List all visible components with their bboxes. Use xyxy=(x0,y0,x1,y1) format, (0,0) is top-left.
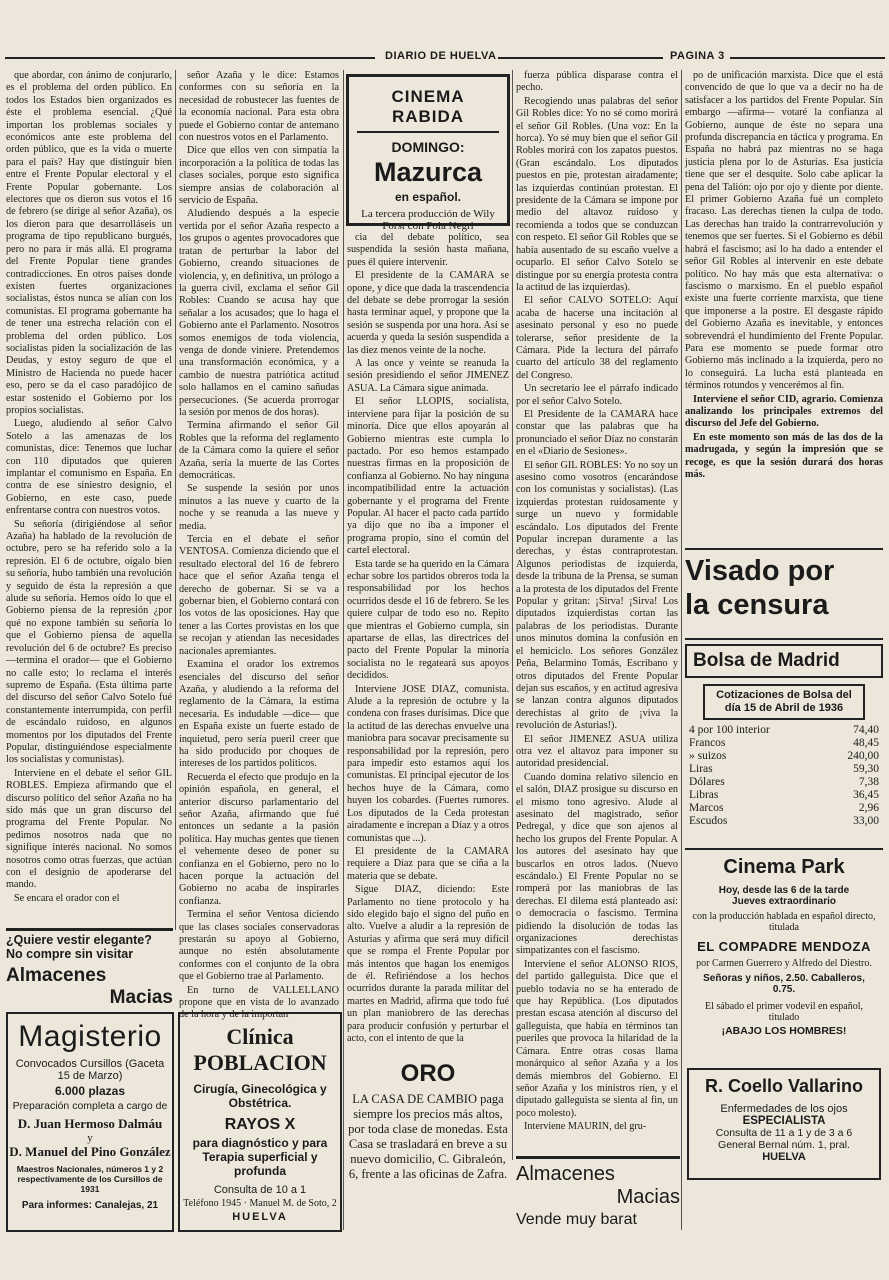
paragraph: Se suspende la sesión por unos minutos a las nueve y cuarto de la noche y se reanuda a las nueve y media. xyxy=(179,483,339,532)
quote-value: 7,38 xyxy=(858,776,879,788)
paragraph: El presidente de la CAMARA requiere a Díaz para que se ciña a la materia que se debate. xyxy=(347,845,509,882)
paragraph: Interviene en el debate el señor GIL ROBLES. Empieza afirmando que el discurso político del señor Azaña no ha sido más que un gran discurso del programa del Frente Popular. No pedimos nosotros nada que no signifique interés nacional. No somos nosotros como otras fuerzas, que actúan con el designio de apoderarse del mando. xyxy=(6,767,172,891)
paragraph: Sigue DIAZ, diciendo: Este Parlamento no tiene protocolo y ha sido elegido bajo el signo del puño en alto. Vuelve a aludir a la represión de Asturias y afirma que será muy difícil que se rompa el Frente Popular por más intentos que hagan los enemigos de él. Refiriéndose a los hechos ocurridos durante la parada militar del martes en Madrid, afirma que todo fué un plan maniobrero de las derechas para producir confusión y perturbar el acto, con el intento de que la xyxy=(347,884,509,1044)
paragraph: Se encara el orador con el xyxy=(14,892,120,904)
column-divider xyxy=(343,70,344,1230)
page-header xyxy=(0,50,889,66)
paragraph: cia del debate político, sea suspendida la sesión hasta mañana, pues él quiere intervenir. xyxy=(347,232,509,268)
cinema-intro: con la producción hablada en español directo, titulada xyxy=(692,911,876,933)
ticket-prices: Señoras y niños, 2.50. Caballeros, 0.75. xyxy=(703,973,865,995)
clinic-services: Cirugía, Ginecológica y Obstétrica. xyxy=(193,1082,327,1110)
quote-row xyxy=(689,737,879,750)
magisterio-ad xyxy=(6,1012,174,1232)
quote-value: 74,40 xyxy=(853,724,879,736)
film-title-2: ¡ABAJO LOS HOMBRES! xyxy=(721,1025,847,1037)
censorship-line-1: Visado por xyxy=(685,555,835,587)
ad-line-1: Convocados Cursillos (Gaceta 15 de Marzo) xyxy=(15,1058,165,1082)
paragraph: Esta tarde se ha querido en la Cámara echar sobre los partidos obreros toda la responsabilidad por los hechos ocurridos desde el 16 de febrero. Se les quiere culpar de todo eso no. Repito que mientras el Gobierno cumpla, sin apartarse de ellas, las directrices del pacto del Frente Popular la minoría socialista no le regateará sus apoyos decididos. xyxy=(347,558,509,682)
column-divider xyxy=(681,70,682,1230)
specialist-label: ESPECIALISTA xyxy=(742,1115,826,1127)
quote-name: Dólares xyxy=(689,776,725,788)
paragraph: Interviene el señor CID, agrario. Comienza analizando los principales extremos del discurso del Jefe del Gobierno. xyxy=(685,393,883,430)
store-tagline: Vende muy barat xyxy=(516,1211,637,1228)
clinic-city: HUELVA xyxy=(232,1211,288,1223)
paragraph: Aludiendo después a la especie vertida por el señor Azaña respecto a los grupos o agentes provocadores que tratan de perturbar la labor del Gobierno, creando situaciones de violencia, y, en definitiva, un prólogo a la guerra civil, exclama el señor Gil Robles: Cuando se acusa hay que señalar a los acusados; que lo haga el Gobierno ante el Parlamento. Nosotros somos enemigos de toda violencia, venga de donde viniere. Pretendemos una transformación económica, y a cambio de nuestra patriótica actitud solo hallamos en el camino sañudas persecuciones. (Se acuerda prorrogar la sesión por menos de dos horas). xyxy=(179,208,339,418)
paragraph: Interviene MAURIN, del gru- xyxy=(524,1121,647,1133)
clinic-hours: Consulta de 10 a 1 xyxy=(213,1184,307,1196)
paragraph: Tercia en el debate el señor VENTOSA. Comienza diciendo que el resultado electoral del 16 de febrero hace que el señor Azaña tenga el derecho de gobernar. Si se va a gobernar bien, el Gobierno contará con los votos de las oposiciones. Hay que tener a las Cortes provistas en los que se recojan y atiendan las necesidades nacionales apremiantes. xyxy=(179,534,339,657)
address: General Bernal núm. 1, pral. xyxy=(718,1139,850,1151)
header-rule-left xyxy=(5,57,375,59)
paragraph: Dice que ellos ven con simpatía la incorporación a la política de todas las clases sociales, porque esto significa siempre ansias de colaboración al servicio de España. xyxy=(179,145,339,207)
bolsa-quote-table xyxy=(685,724,883,828)
page-number: PAGINA 3 xyxy=(670,50,725,62)
oro-title: ORO xyxy=(400,1060,456,1087)
almacenes-macias-ad-1 xyxy=(6,928,173,1011)
film-description: La tercera producción de Wily Forst con Pola Negri xyxy=(361,208,495,232)
quote-row xyxy=(689,763,879,776)
cinema-day: DOMINGO: xyxy=(391,139,465,155)
clinic-xray-desc: para diagnóstico y para Terapia superficial y profunda xyxy=(192,1136,328,1178)
newspaper-title: DIARIO DE HUELVA xyxy=(385,50,497,62)
quote-name: Libras xyxy=(689,789,719,801)
cinema-rabida-ad xyxy=(346,74,510,232)
article-column-2 xyxy=(179,70,339,1021)
cinema-schedule: Hoy, desde las 6 de la tarde xyxy=(718,885,850,896)
ophthalmologist-ad xyxy=(687,1068,881,1180)
header-rule-far-right xyxy=(730,57,885,59)
paragraph: Recuerda el efecto que produjo en la opinión española, en general, el anterior discurso parlamentario del señor Azaña, afirmando que fué entonces un sedante a la pasión política. Hay muchas gentes que tienen el vehemente deseo de poner su confianza en el Gobierno, pero no lo hacen porque la actuación del Gobierno no acaba de inspirarles confianza. xyxy=(179,771,339,907)
paragraph: Termina el señor Ventosa diciendo que las clases sociales conservadoras prestarán su apoyo al Gobierno, aunque no estén absolutamente conformes con el conjunto de la obra que el Gobierno trae al Parlamento. xyxy=(179,909,339,983)
article-column-4 xyxy=(516,70,678,1148)
clinic-name: Clínica POBLACION xyxy=(193,1024,327,1075)
quote-value: 2,96 xyxy=(858,802,879,814)
paragraph: Interviene JOSE DIAZ, comunista. Alude a la represión de octubre y la condena con frases durísimas. Dice que la actitud de las derechas envuelve una maniobra para socavar precisamente su responsabilidad por la represión, pero para impedir esto estamos aquí los comunistas. El principal ejecutor de los hechos huye de la Cámara, como huyen los cobardes. (Fuertes rumores. Los diputados de la Ceda protestan airadamente e increpan a Díaz y a otros comunistas que ...). xyxy=(347,683,509,844)
quote-name: Marcos xyxy=(689,802,724,814)
film-language: en español. xyxy=(394,190,462,204)
paragraph: Un secretario lee el párrafo indicado por el señor Calvo Sotelo. xyxy=(516,383,678,407)
paragraph: El señor LLOPIS, socialista, interviene para fijar la posición de su minoría. Dice que ellos apoyarán al Gobierno mientras este cumpla lo pactado. Por eso hemos estampado nuestras firmas en la proposición de confianza al Gobierno. No hay ninguna incompatibilidad entre la actuación gobernante y el programa del Frente Popular. Al hacer el pacto cada partido ya dijo que no iba a imponer el programa propio, sino el común del cartel electoral. xyxy=(347,396,509,557)
paragraph: Examina el orador los extremos esenciales del discurso del señor Azaña, y aludiendo a la reforma del reglamento de la Cámara, la estima necesaria. Es indudable —dice— que en España existe un fuerte estado de inquietud, pero sería pueril creer que ha sido producido por choques de intereses de los partidos políticos. xyxy=(179,659,339,770)
quote-value: 48,45 xyxy=(853,737,879,749)
paragraph: El señor JIMENEZ ASUA utiliza otra vez el altavoz para imponer su autoridad presidencial. xyxy=(516,733,678,770)
paragraph: Su señoría (dirigiéndose al señor Azaña) ha hablado de la revolución de octubre, pero se ha referido solo a la represión. El 6 de octubre, oígalo bien su señoría, hubo también una revolución y seguido de ésta la represión a que alude su señoría. Hemos oído lo que el Gobierno piensa de la represión ¿por qué no expone también su señoría lo que el Gobierno piensa de aquella revolución del 6 de octubre? Es preciso —termina el orador— que el Gobierno no calle esto; lo reclama el interés supremo de España. (Esta última parte del discurso del señor Calvo Sotelo fué constantemente interrumpida, con perfil de escándalo ruidoso, en algunos momentos por los diputados del Frente Popular, distinguiéndose especialmente los socialistas y comunistas). xyxy=(6,518,172,766)
clinic-xray: RAYOS X xyxy=(224,1116,296,1133)
column-divider xyxy=(175,70,176,930)
paragraph: po de unificación marxista. Dice que el está convencido de que lo que va a decir no ha de satisfacer a los partidos del Frente Popular. Sin embargo —afirma— votaré la confianza al Gobierno, aunque de éste no separa una profunda discrepancia en táctica y programa. En España no habrá paz mientras no se haga justicia plena por lo de Asturias. Esa justicia tiene que ser el desquite. Solo cabe aplicar la pena del Talión: ojo por ojo y diente por diente. El primer Gobierno Azaña fué un completo fracaso. Las derechas tienen la culpa de todo. Las derechas han traido la contrarrevolución y tenemos que ser fuertes. Si el Gobierno es débil habrá el fascismo; así lo ha dado a entender el señor Gil Robles al intervenir en este debate político. No hay más que esta alternativa: o fascismo o marxismo. En el pueblo español existe una fuerte corriente marxista, que tiene que imponerse a la postre. El desgaste rápido del Gobierno Azaña es inevitable, y entonces sobrevendrá el hundimiento del Frente Popular. Para ese momento se puede formar otro Gobierno más inclinado a la izquierda, pero no lo conseguirá. La lucha está planteada en términos rotundos y vencerémos al fin. xyxy=(685,70,883,392)
quote-name: 4 por 100 interior xyxy=(689,724,770,736)
bolsa-subtitle: Cotizaciones de Bolsa del día 15 de Abril de 1936 xyxy=(703,684,865,720)
film-title: Mazurca xyxy=(373,157,483,187)
oro-exchange-ad xyxy=(347,1060,509,1220)
quote-row xyxy=(689,789,879,802)
ad-line-2: 6.000 plazas xyxy=(54,1084,126,1098)
quote-row xyxy=(689,815,879,828)
quote-name: » suizos xyxy=(689,750,727,762)
paragraph: El Presidente de la CAMARA hace constar que las palabras que ha pronunciado el señor Díaz no constarán en el «Diario de Sesiones». xyxy=(516,408,678,458)
header-rule-right xyxy=(498,57,663,59)
quote-value: 33,00 xyxy=(853,815,879,827)
quote-name: Liras xyxy=(689,763,713,775)
film-title: EL COMPADRE MENDOZA xyxy=(697,939,871,954)
ad-line-4: Maestros Nacionales, números 1 y 2 respectivamente de los Cursillos de 1931 xyxy=(16,1164,164,1194)
cinema-program: Jueves extraordinario xyxy=(732,896,836,907)
doctor-name: R. Coello Vallarino xyxy=(704,1076,864,1096)
cinema-name: Cinema Park xyxy=(723,856,845,878)
store-name: Almacenes xyxy=(6,965,107,986)
quote-value: 59,30 xyxy=(853,763,879,775)
paragraph: Luego, aludiendo al señor Calvo Sotelo a las amenazas de los comunistas, dice: Tenemos que luchar con 110 diputados que quieren implantar el comunismo en España. En contra de ese siniestro designio, el Gobierno, en este caso, puede enfrentarse contra con nuestros votos. xyxy=(6,418,172,517)
ad-and: y xyxy=(87,1132,93,1144)
paragraph: Termina afirmando el señor Gil Robles que la reforma del reglamento de la Cámara como la quiere el señor Azaña, sería la muerte de las Cortes democráticas. xyxy=(179,420,339,481)
ad-contact: Para informes: Canalejas, 21 xyxy=(21,1200,159,1211)
quote-name: Francos xyxy=(689,737,726,749)
specialty: Enfermedades de los ojos xyxy=(720,1103,848,1115)
clinic-address: Manuel M. de Soto, 2 xyxy=(249,1198,337,1209)
almacenes-macias-ad-2 xyxy=(516,1156,680,1239)
quote-row xyxy=(689,776,879,789)
bolsa-title: Bolsa de Madrid xyxy=(685,644,883,678)
ad-question: ¿Quiere vestir elegante? xyxy=(6,933,152,947)
teacher-name-2: D. Manuel del Pino González xyxy=(9,1144,171,1159)
paragraph: señor Azaña y le dice: Estamos conformes con su señoría en la necesidad de robustecer las fuentes de la economía nacional. Para esta obra puede el Gobierno contar de antemano con nuestros votos en el Parlamento. xyxy=(179,70,339,144)
stock-exchange-box xyxy=(685,638,883,845)
ad-title: Magisterio xyxy=(18,1020,162,1053)
article-column-3 xyxy=(347,232,509,1054)
paragraph: El presidente de la CAMARA se opone, y dice que dada la trascendencia del debate se debe prorrogar la sesión hasta terminar aquel, y propone que la sesión se suspenda por una hora. Así se acuerda y queda la sesión suspendida a las diez menos veinte de la noche. xyxy=(347,270,509,356)
store-name: Almacenes xyxy=(516,1163,615,1185)
censorship-notice xyxy=(685,548,883,630)
cinema-next: El sábado el primer vodevil en español, titulado xyxy=(704,1001,863,1023)
quote-row xyxy=(689,750,879,763)
paragraph: Interviene el señor ALONSO RIOS, del partido galleguista. Dice que el pueblo todavía no se ha enterado de que hay República. (Los diputados prestan escasa atención al discurso del galleguista, que había en términos tan pueriles que provoca la hilaridad de la Cámara. Entre otras cosas llama monárquico al señor Azaña y a los demás miembros del Gobierno. El señor Azaña y los ministros ríen, y el diputado galleguista se sienta al fin, un poco molesto). xyxy=(516,958,678,1119)
clinica-poblacion-ad: Clínica POBLACION Cirugía, Ginecológica y Obstétrica. RAYOS X para diagnóstico y para Terapia superficial y profunda Consulta de 10 a 1 Teléfono 1945 · Manuel M. de Soto, 2 HUELVA xyxy=(178,1012,342,1232)
column-divider xyxy=(512,70,513,1160)
paragraph: Cuando domina relativo silencio en el salón, DIAZ prosigue su discurso en el mismo tono agresivo. Alude al asesinato del magistrado, señor Pedregal, y dice que son ajenos al hecho los grupos del Frente Popular. A los autores del asesinato hay que buscarlos en otros lados. (Nuevo escándalo.) El Frente Popular no se romperá por las maniobras de las derechas. El dilema está planteado así: o democracia o fascismo. Termina pidiendo la disolución de todas las organizaciones derechistas simpatizantes con el fascismo. xyxy=(516,771,678,957)
paragraph: A las once y veinte se reanuda la sesión presidiendo el señor JIMENEZ ASUA. La Cámara sigue animada. xyxy=(347,358,509,394)
quote-value: 240,00 xyxy=(847,750,879,762)
paragraph: En turno de VALLELLANO propone que en vista de lo avanzado de la hora y de la importan xyxy=(179,984,339,1021)
store-name-2: Macias xyxy=(616,1186,680,1208)
city: HUELVA xyxy=(762,1151,806,1163)
paragraph: Recogiendo unas palabras del señor Gil Robles dice: Yo no sé como morirá el señor Gil Robles. (Una voz: En la horca). Yo sé muy bien que el señor Gil Robles morirá con los zapatos puestos. (Gran escándalo. Los diputados puestos en pie, protestan airadamente; las izquierdas continúan protestan. El presidente de la Cámara se impone por medio del altavoz ruidoso y recomienda a todos que se conduzcan con respeto. El señor Gil Robles que se había ausentado de su escaño vuelve a ocuparlo. El señor Calvo Sotelo se distingue por su energía protesta contra la actitud de las izquierdas). xyxy=(516,95,678,293)
quote-row xyxy=(689,724,879,737)
cinema-park-ad xyxy=(685,848,883,1060)
paragraph: En este momento son más de las dos de la madrugada, y según la impresión que se recoge, es que la sesión durará dos horas más. xyxy=(685,431,883,480)
film-cast: por Carmen Guerrero y Alfredo del Diestro. xyxy=(696,958,872,969)
paragraph: que abordar, con ánimo de conjurarlo, es el problema del orden público. En todos los Estados bien organizados es éste el problema esencial. ¿Qué importan los problemas sociales y económicos ante este problema del orden público, que es la vida o muerte para el país? Hay que distinguir bien entre el Frente Popular electoral y el Frente Popular gobernante. Los electores que os dieron sus votos el 16 de febrero (se dirige al señor Azaña), os los dieron para que desarrolláseis un programa de tipo republicano burgués, pero no para ir más allá. El programa del Frente Popular tiene grandes contradicciones. En otros países donde existen fuertes organizaciones socialistas, éstos nunca se alían con los comunistas. El programa gobernante ha de tener una estrecha relación con el problema del orden público. Los socialistas piden la socialización de las Deudas, y estoy seguro de que el Ministro de Hacienda no puede hacer eso, pero se da el caso paradójico de estar sostenido el Gobierno por los propios socialistas. xyxy=(6,70,172,416)
clinic-phone: Teléfono 1945 xyxy=(183,1198,242,1209)
article-column-5 xyxy=(685,70,883,542)
censorship-line-2: la censura xyxy=(685,589,829,621)
cinema-name: CINEMA RABIDA xyxy=(357,87,499,133)
paragraph: fuerza pública disparase contra el pecho. xyxy=(516,70,678,94)
paragraph: El señor CALVO SOTELO: Aquí acaba de hacerse una incitación al asesinato personal y eso no puede tolerarse, señor presidente de la Cámara. Pide la lectura del párrafo cuarto del artículo 38 del reglamento del Congreso. xyxy=(516,295,678,381)
quote-name: Escudos xyxy=(689,815,728,827)
ad-subline: No compre sin visitar xyxy=(6,947,134,961)
quote-row xyxy=(689,802,879,815)
article-column-1 xyxy=(6,70,172,930)
oro-body: LA CASA DE CAMBIO paga siempre los precios más altos, por toda clase de monedas. Esta Casa se trasladará en breve a su nuevo domicilio, C. Gibraleón, 6, frente a las oficinas de Zafra. xyxy=(348,1092,508,1181)
consult-hours: Consulta de 11 a 1 y de 3 a 6 xyxy=(715,1127,853,1139)
teacher-name-1: D. Juan Hermoso Dalmáu xyxy=(17,1116,163,1131)
ad-line-3: Preparación completa a cargo de xyxy=(12,1100,168,1112)
paragraph: El señor GIL ROBLES: Yo no soy un asesino como vosotros (encarándose con los comunistas y socialistas). (Las izquierdas protestan ruidosamente y surge un nuevo y formidable escándalo. Los diputados del Frente Popular increpan duramente a las derechas, y éstas contraprotestan. Algunos periodistas de izquierda, desde la tribuna de la Prensa, se suman a la protesta de los diputados del Frente Popular y gritan: ¡Sirva! ¡Sirva! Los diputados izquierdistas cortan las palabras de los periodistas. Durante unos minutos domina la confusión en el hemiciclo. Los señores González Peña, Belarmino Tomás, Escribano y otros diputados del Frente Popular dejan sus escaños, y en actitud agresiva se lanzan contra algunos diputados derechistas al grito de ¡viva la revolución de Asturias!). xyxy=(516,459,678,732)
quote-value: 36,45 xyxy=(853,789,879,801)
store-name-2: Macias xyxy=(109,987,173,1008)
